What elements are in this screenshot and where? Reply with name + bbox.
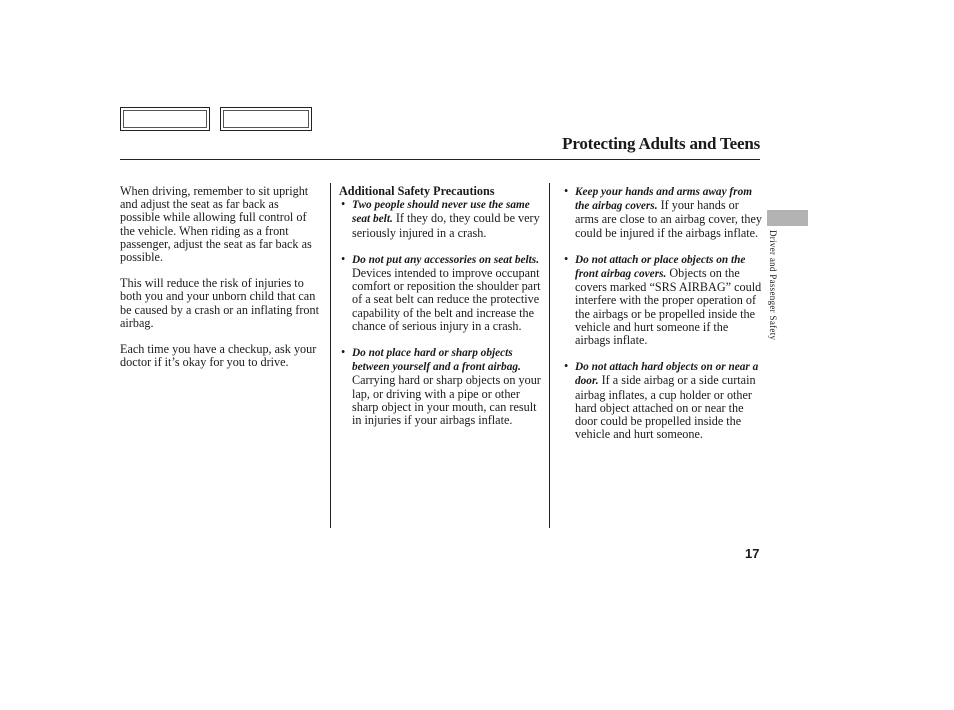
bullet-text: If a side airbag or a side curtain airbag inflates, a cup holder or other hard object attached on or near the door could be propelled inside the vehicle and hurt someone. bbox=[575, 373, 756, 442]
column-precautions bbox=[339, 185, 543, 440]
bullet-icon: • bbox=[341, 345, 346, 360]
bullet-icon: • bbox=[341, 251, 346, 266]
bullet-text: If your hands or arms are close to an airbag cover, they could be injured if the airbags inflate. bbox=[575, 198, 762, 240]
bullet-lead: Keep your hands and arms away from the airbag covers. bbox=[575, 186, 753, 213]
bullet-icon: • bbox=[564, 359, 569, 374]
bullet-text: Carrying hard or sharp objects on your lap, or driving with a pipe or other sharp object in your mouth, can result in injuries if your airbags inflate. bbox=[352, 373, 541, 428]
list-item bbox=[562, 185, 765, 240]
bullet-lead: Do not place hard or sharp objects between yourself and a front airbag. bbox=[352, 347, 521, 374]
bullet-icon: • bbox=[564, 251, 569, 266]
section-heading: Additional Safety Precautions bbox=[339, 184, 495, 198]
previous-page-button[interactable] bbox=[120, 107, 210, 131]
column-divider bbox=[330, 183, 331, 528]
list-item bbox=[339, 346, 543, 427]
intro-paragraph: This will reduce the risk of injuries to both you and your unborn child that can be caused by a crash or an inflating front airbag. bbox=[120, 276, 319, 330]
intro-paragraph: When driving, remember to sit upright and adjust the seat as far back as possible while allowing full control of the vehicle. When riding as a front passenger, adjust the seat as far back as possible. bbox=[120, 184, 312, 265]
section-tab-label: Driver and Passenger Safety bbox=[768, 230, 778, 341]
page-number: 17 bbox=[745, 546, 760, 561]
page-title: Protecting Adults and Teens bbox=[562, 134, 760, 153]
bullet-text: If they do, they could be very seriously injured in a crash. bbox=[352, 211, 540, 240]
bullet-lead: Do not attach hard objects on or near a door. bbox=[575, 361, 759, 388]
bullet-icon: • bbox=[564, 184, 569, 198]
bullet-lead: Do not attach or place objects on the front airbag covers. bbox=[575, 253, 746, 281]
bullet-text: Objects on the covers marked “SRS AIRBAG” could interfere with the proper operation of the airbags or be propelled inside the vehicle and hurt someone if the airbags inflate. bbox=[575, 266, 762, 348]
intro-paragraph: Each time you have a checkup, ask your doctor if it’s okay for you to drive. bbox=[120, 342, 317, 370]
column-divider bbox=[549, 183, 550, 528]
list-item bbox=[562, 360, 765, 441]
list-item bbox=[339, 198, 543, 240]
bullet-text: Devices intended to improve occupant comfort or reposition the shoulder part of a seat belt can reduce the protective capability of the belt and increase the chance of serious injury in a crash. bbox=[352, 266, 541, 333]
next-page-button[interactable] bbox=[220, 107, 312, 131]
column-intro bbox=[120, 185, 320, 382]
bullet-icon: • bbox=[341, 197, 346, 212]
section-tab[interactable] bbox=[767, 210, 808, 226]
list-item bbox=[339, 253, 543, 333]
column-airbag-precautions bbox=[562, 185, 765, 454]
bullet-lead: Two people should never use the same seat belt. bbox=[352, 199, 530, 226]
title-divider bbox=[120, 159, 760, 160]
bullet-lead: Do not put any accessories on seat belts. bbox=[352, 253, 540, 266]
list-item bbox=[562, 253, 765, 347]
